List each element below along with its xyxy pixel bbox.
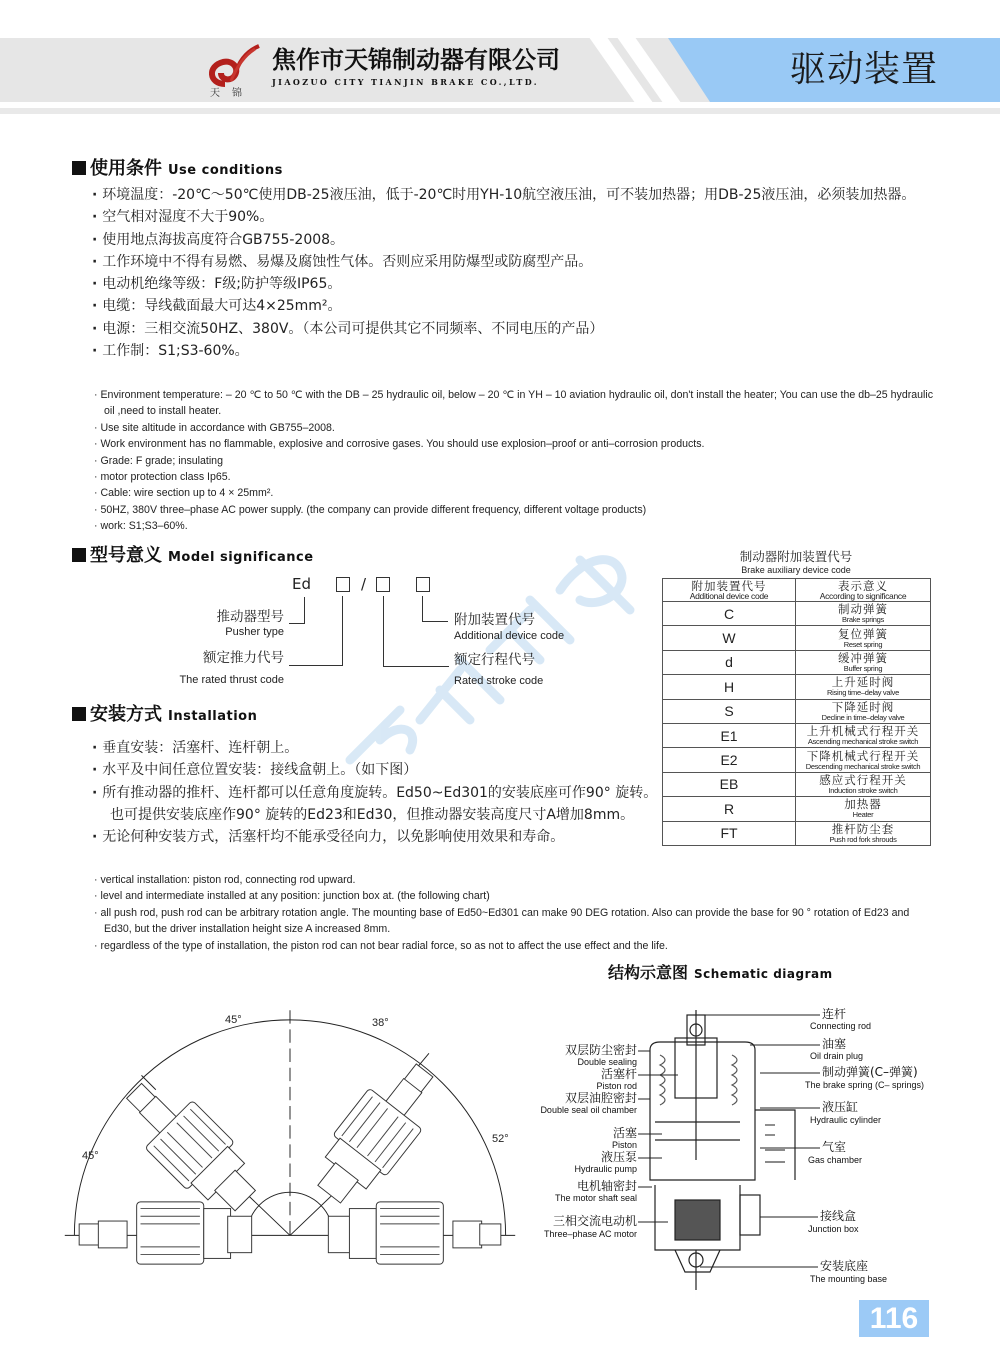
use-conditions-heading bbox=[72, 158, 283, 182]
table-row bbox=[663, 772, 931, 796]
label-piston-rod-en: Piston rod bbox=[596, 1081, 637, 1091]
label-gas-chamber-cn: 气室 bbox=[822, 1140, 847, 1154]
label-piston-rod-cn: 活塞杆 bbox=[600, 1067, 637, 1081]
additional-code-box bbox=[416, 577, 430, 592]
leader-line bbox=[383, 666, 449, 667]
device-code: S bbox=[663, 699, 796, 723]
pusher-tilted-left bbox=[111, 1066, 269, 1224]
leader-line bbox=[289, 665, 343, 666]
label-ac-motor-en: Three–phase AC motor bbox=[543, 1229, 637, 1239]
device-code: d bbox=[663, 650, 796, 674]
device-meaning: 下降延时阀 Decline in time–delay valve bbox=[796, 699, 931, 723]
thrust-code-box bbox=[336, 577, 350, 592]
device-table-caption-cn: 制动器附加装置代号 bbox=[739, 549, 853, 564]
pusher-horizontal-right bbox=[328, 1202, 501, 1264]
pusher-tilted-right bbox=[303, 1050, 452, 1214]
company-name-en: JIAOZUO CITY TIANJIN BRAKE CO.,LTD. bbox=[272, 77, 539, 87]
label-motor-shaft-seal-en: The motor shaft seal bbox=[554, 1193, 637, 1203]
list-item: · 电缆：导线截面最大可达4×25mm²。 bbox=[92, 295, 942, 317]
heading-square-icon bbox=[72, 707, 86, 721]
angle-label: 45° bbox=[225, 1014, 242, 1026]
list-item: · 水平及中间任意位置安装：接线盒朝上。（如下图） bbox=[92, 759, 662, 781]
table-row bbox=[663, 602, 931, 626]
model-significance-heading bbox=[72, 545, 314, 569]
pusher-type-en: Pusher type bbox=[225, 626, 284, 638]
device-code: W bbox=[663, 626, 796, 650]
stroke-code-cn: 额定行程代号 bbox=[454, 652, 535, 668]
label-connecting-rod-en: Connecting rod bbox=[810, 1021, 872, 1031]
heading-square-icon bbox=[72, 548, 86, 562]
leader-line bbox=[289, 623, 305, 624]
installation-angle-diagram bbox=[60, 990, 520, 1270]
device-code: R bbox=[663, 797, 796, 821]
installation-list-cn bbox=[92, 737, 662, 848]
list-item: · Environment temperature: – 20 ℃ to 50 ℃ with the DB – 25 hydraulic oil, below – 20 ℃ in YH – 10 aviation hydraulic oil, don't install the heater; You can use the db–25 hydraulic oil ,need to install heater. bbox=[94, 387, 939, 420]
stroke-code-box bbox=[376, 577, 390, 592]
heading-cn: 型号意义 bbox=[90, 545, 162, 566]
model-separator: / bbox=[361, 575, 367, 593]
label-hydraulic-pump-en: Hydraulic pump bbox=[574, 1164, 637, 1174]
leader-line bbox=[304, 597, 305, 624]
label-mounting-base-cn: 安装底座 bbox=[820, 1259, 869, 1273]
label-brake-spring-en: The brake spring (C– springs) bbox=[805, 1080, 925, 1090]
heading-en: Model significance bbox=[168, 550, 314, 565]
label-junction-box-cn: 接线盒 bbox=[820, 1209, 857, 1223]
left-leader-lines bbox=[638, 1040, 690, 1230]
list-item: · 使用地点海拔高度符合GB755-2008。 bbox=[92, 229, 942, 251]
schematic-heading bbox=[608, 963, 833, 984]
device-code: C bbox=[663, 602, 796, 626]
company-logo-icon bbox=[205, 44, 263, 88]
list-item: · 垂直安装：活塞杆、连杆朝上。 bbox=[92, 737, 662, 759]
device-meaning: 感应式行程开关 Induction stroke switch bbox=[796, 772, 931, 796]
angle-label: 52° bbox=[492, 1133, 509, 1145]
heading-en: Schematic diagram bbox=[694, 967, 833, 981]
leader-line bbox=[383, 596, 384, 667]
angle-label: 38° bbox=[372, 1017, 389, 1029]
device-table-caption-en: Brake auxiliary device code bbox=[741, 565, 851, 575]
label-hydraulic-cylinder-en: Hydraulic cylinder bbox=[810, 1115, 882, 1125]
list-item: · Grade: F grade; insulating bbox=[94, 453, 939, 469]
column-header: 附加装置代号 Additional device code bbox=[663, 579, 796, 602]
list-item: · motor protection class Ip65. bbox=[94, 469, 939, 485]
leader-line bbox=[422, 621, 448, 622]
heading-cn: 安装方式 bbox=[90, 704, 162, 725]
use-conditions-list-en bbox=[94, 387, 939, 535]
column-header: 表示意义 According to significance bbox=[796, 579, 931, 602]
label-double-sealing-en: Double sealing bbox=[577, 1057, 637, 1067]
label-connecting-rod-cn: 连杆 bbox=[822, 1007, 847, 1021]
table-header-row bbox=[663, 579, 931, 602]
list-item: · Use site altitude in accordance with GB755–2008. bbox=[94, 420, 939, 436]
table-row bbox=[663, 797, 931, 821]
table-row bbox=[663, 699, 931, 723]
table-row bbox=[663, 675, 931, 699]
pusher-type-cn: 推动器型号 bbox=[216, 609, 284, 625]
label-piston-en: Piston bbox=[611, 1140, 637, 1150]
list-item: · Work environment has no flammable, explosive and corrosive gases. You should use explosion–proof or anti–corrosion products. bbox=[94, 436, 939, 452]
label-motor-shaft-seal-cn: 电机轴密封 bbox=[576, 1179, 637, 1193]
device-meaning: 缓冲弹簧 Buffer spring bbox=[796, 650, 931, 674]
table-row bbox=[663, 626, 931, 650]
heading-square-icon bbox=[72, 161, 86, 175]
list-item: · work: S1;S3–60%. bbox=[94, 518, 939, 534]
list-item: · vertical installation: piston rod, connecting rod upward. bbox=[94, 872, 939, 888]
device-meaning: 上升延时阀 Rising time–delay valve bbox=[796, 675, 931, 699]
label-brake-spring-cn: 制动弹簧(C–弹簧) bbox=[822, 1065, 918, 1079]
label-hydraulic-pump-cn: 液压泵 bbox=[600, 1150, 637, 1164]
label-piston-cn: 活塞 bbox=[612, 1126, 637, 1140]
label-ac-motor-cn: 三相交流电动机 bbox=[552, 1214, 637, 1228]
logo-text: 天锦 bbox=[210, 88, 254, 99]
device-code: E1 bbox=[663, 723, 796, 747]
device-code: FT bbox=[663, 821, 796, 845]
list-item: · Cable: wire section up to 4 × 25mm². bbox=[94, 485, 939, 501]
label-oil-drain-plug-en: Oil drain plug bbox=[810, 1051, 864, 1061]
list-item: · all push rod, push rod can be arbitrary rotation angle. The mounting base of Ed50~Ed301 can make 90 DEG rotation. Also can provide the base for 90 ° rotation of Ed23 and Ed30, but the driver installation height size A increased 8mm. bbox=[94, 905, 939, 938]
list-item: · level and intermediate installed at any position: junction box at. (the following chart) bbox=[94, 888, 939, 904]
model-prefix: Ed bbox=[292, 575, 311, 593]
device-code: E2 bbox=[663, 748, 796, 772]
list-item: · 工作环境中不得有易燃、易爆及腐蚀性气体。否则应采用防爆型或防腐型产品。 bbox=[92, 251, 942, 273]
list-item: · 工作制：S1;S3-60%。 bbox=[92, 340, 942, 362]
heading-cn: 结构示意图 bbox=[608, 963, 689, 982]
stroke-code-en: Rated stroke code bbox=[454, 675, 544, 687]
list-item: · 电动机绝缘等级：F级;防护等级IP65。 bbox=[92, 273, 942, 295]
device-meaning: 下降机械式行程开关 Descending mechanical stroke switch bbox=[796, 748, 931, 772]
label-hydraulic-cylinder-cn: 液压缸 bbox=[822, 1100, 859, 1114]
page-number: 116 bbox=[859, 1300, 929, 1337]
label-gas-chamber-en: Gas chamber bbox=[808, 1155, 863, 1165]
table-row bbox=[663, 723, 931, 747]
page-section-title: 驱动装置 bbox=[789, 49, 938, 90]
list-item: · 电源：三相交流50HZ、380V。（本公司可提供其它不同频率、不同电压的产品） bbox=[92, 318, 942, 340]
label-oil-drain-plug-cn: 油塞 bbox=[822, 1037, 847, 1051]
angle-label: 45° bbox=[82, 1150, 99, 1162]
thrust-code-en: The rated thrust code bbox=[179, 674, 284, 686]
use-conditions-list-cn bbox=[92, 184, 942, 362]
company-name-cn: 焦作市天锦制动器有限公司 bbox=[272, 45, 560, 74]
device-meaning: 复位弹簧 Reset spring bbox=[796, 626, 931, 650]
list-item: · 所有推动器的推杆、连杆都可以任意角度旋转。Ed50~Ed301的安装底座可作90° 旋转。也可提供安装底座作90° 旋转的Ed23和Ed30，但推动器安装高度尺寸A增加8mm。 bbox=[92, 782, 662, 827]
label-junction-box-en: Junction box bbox=[808, 1224, 859, 1234]
header-underline bbox=[0, 108, 1000, 114]
label-mounting-base-en: The mounting base bbox=[810, 1274, 888, 1284]
device-meaning: 推杆防尘套 Push rod fork shrouds bbox=[796, 821, 931, 845]
device-code-table bbox=[662, 578, 931, 846]
heading-en: Installation bbox=[168, 709, 258, 724]
device-meaning: 上升机械式行程开关 Ascending mechanical stroke switch bbox=[796, 723, 931, 747]
list-item: · 50HZ, 380V three–phase AC power supply. (the company can provide different frequency, different voltage products) bbox=[94, 502, 939, 518]
list-item: · 空气相对湿度不大于90%。 bbox=[92, 206, 942, 228]
label-double-seal-oil-cn: 双层油腔密封 bbox=[564, 1091, 637, 1105]
heading-en: Use conditions bbox=[168, 163, 283, 178]
leader-line bbox=[422, 596, 423, 622]
device-meaning: 加热器 Heater bbox=[796, 797, 931, 821]
label-double-seal-oil-en: Double seal oil chamber bbox=[540, 1105, 637, 1115]
table-row bbox=[663, 821, 931, 845]
leader-line bbox=[342, 596, 343, 666]
list-item: · 无论何种安装方式，活塞杆均不能承受径向力，以免影响使用效果和寿命。 bbox=[92, 826, 662, 848]
table-row bbox=[663, 650, 931, 674]
heading-cn: 使用条件 bbox=[90, 158, 162, 179]
additional-code-cn: 附加装置代号 bbox=[454, 612, 535, 628]
installation-heading bbox=[72, 704, 257, 728]
installation-list-en bbox=[94, 872, 939, 954]
thrust-code-cn: 额定推力代号 bbox=[203, 650, 284, 666]
list-item: · regardless of the type of installation, the piston rod can not bear radial force, so as not to affect the use effect and the life. bbox=[94, 938, 939, 954]
right-leader-lines bbox=[700, 1010, 825, 1275]
pusher-horizontal-left bbox=[79, 1202, 252, 1264]
additional-code-en: Additional device code bbox=[454, 630, 565, 642]
label-double-sealing-cn: 双层防尘密封 bbox=[564, 1043, 637, 1057]
table-row bbox=[663, 748, 931, 772]
device-code: EB bbox=[663, 772, 796, 796]
device-code: H bbox=[663, 675, 796, 699]
device-meaning: 制动弹簧 Brake springs bbox=[796, 602, 931, 626]
list-item: · 环境温度：-20℃～50℃使用DB-25液压油，低于-20℃时用YH-10航空液压油，可不装加热器；用DB-25液压油，必须装加热器。 bbox=[92, 184, 942, 206]
